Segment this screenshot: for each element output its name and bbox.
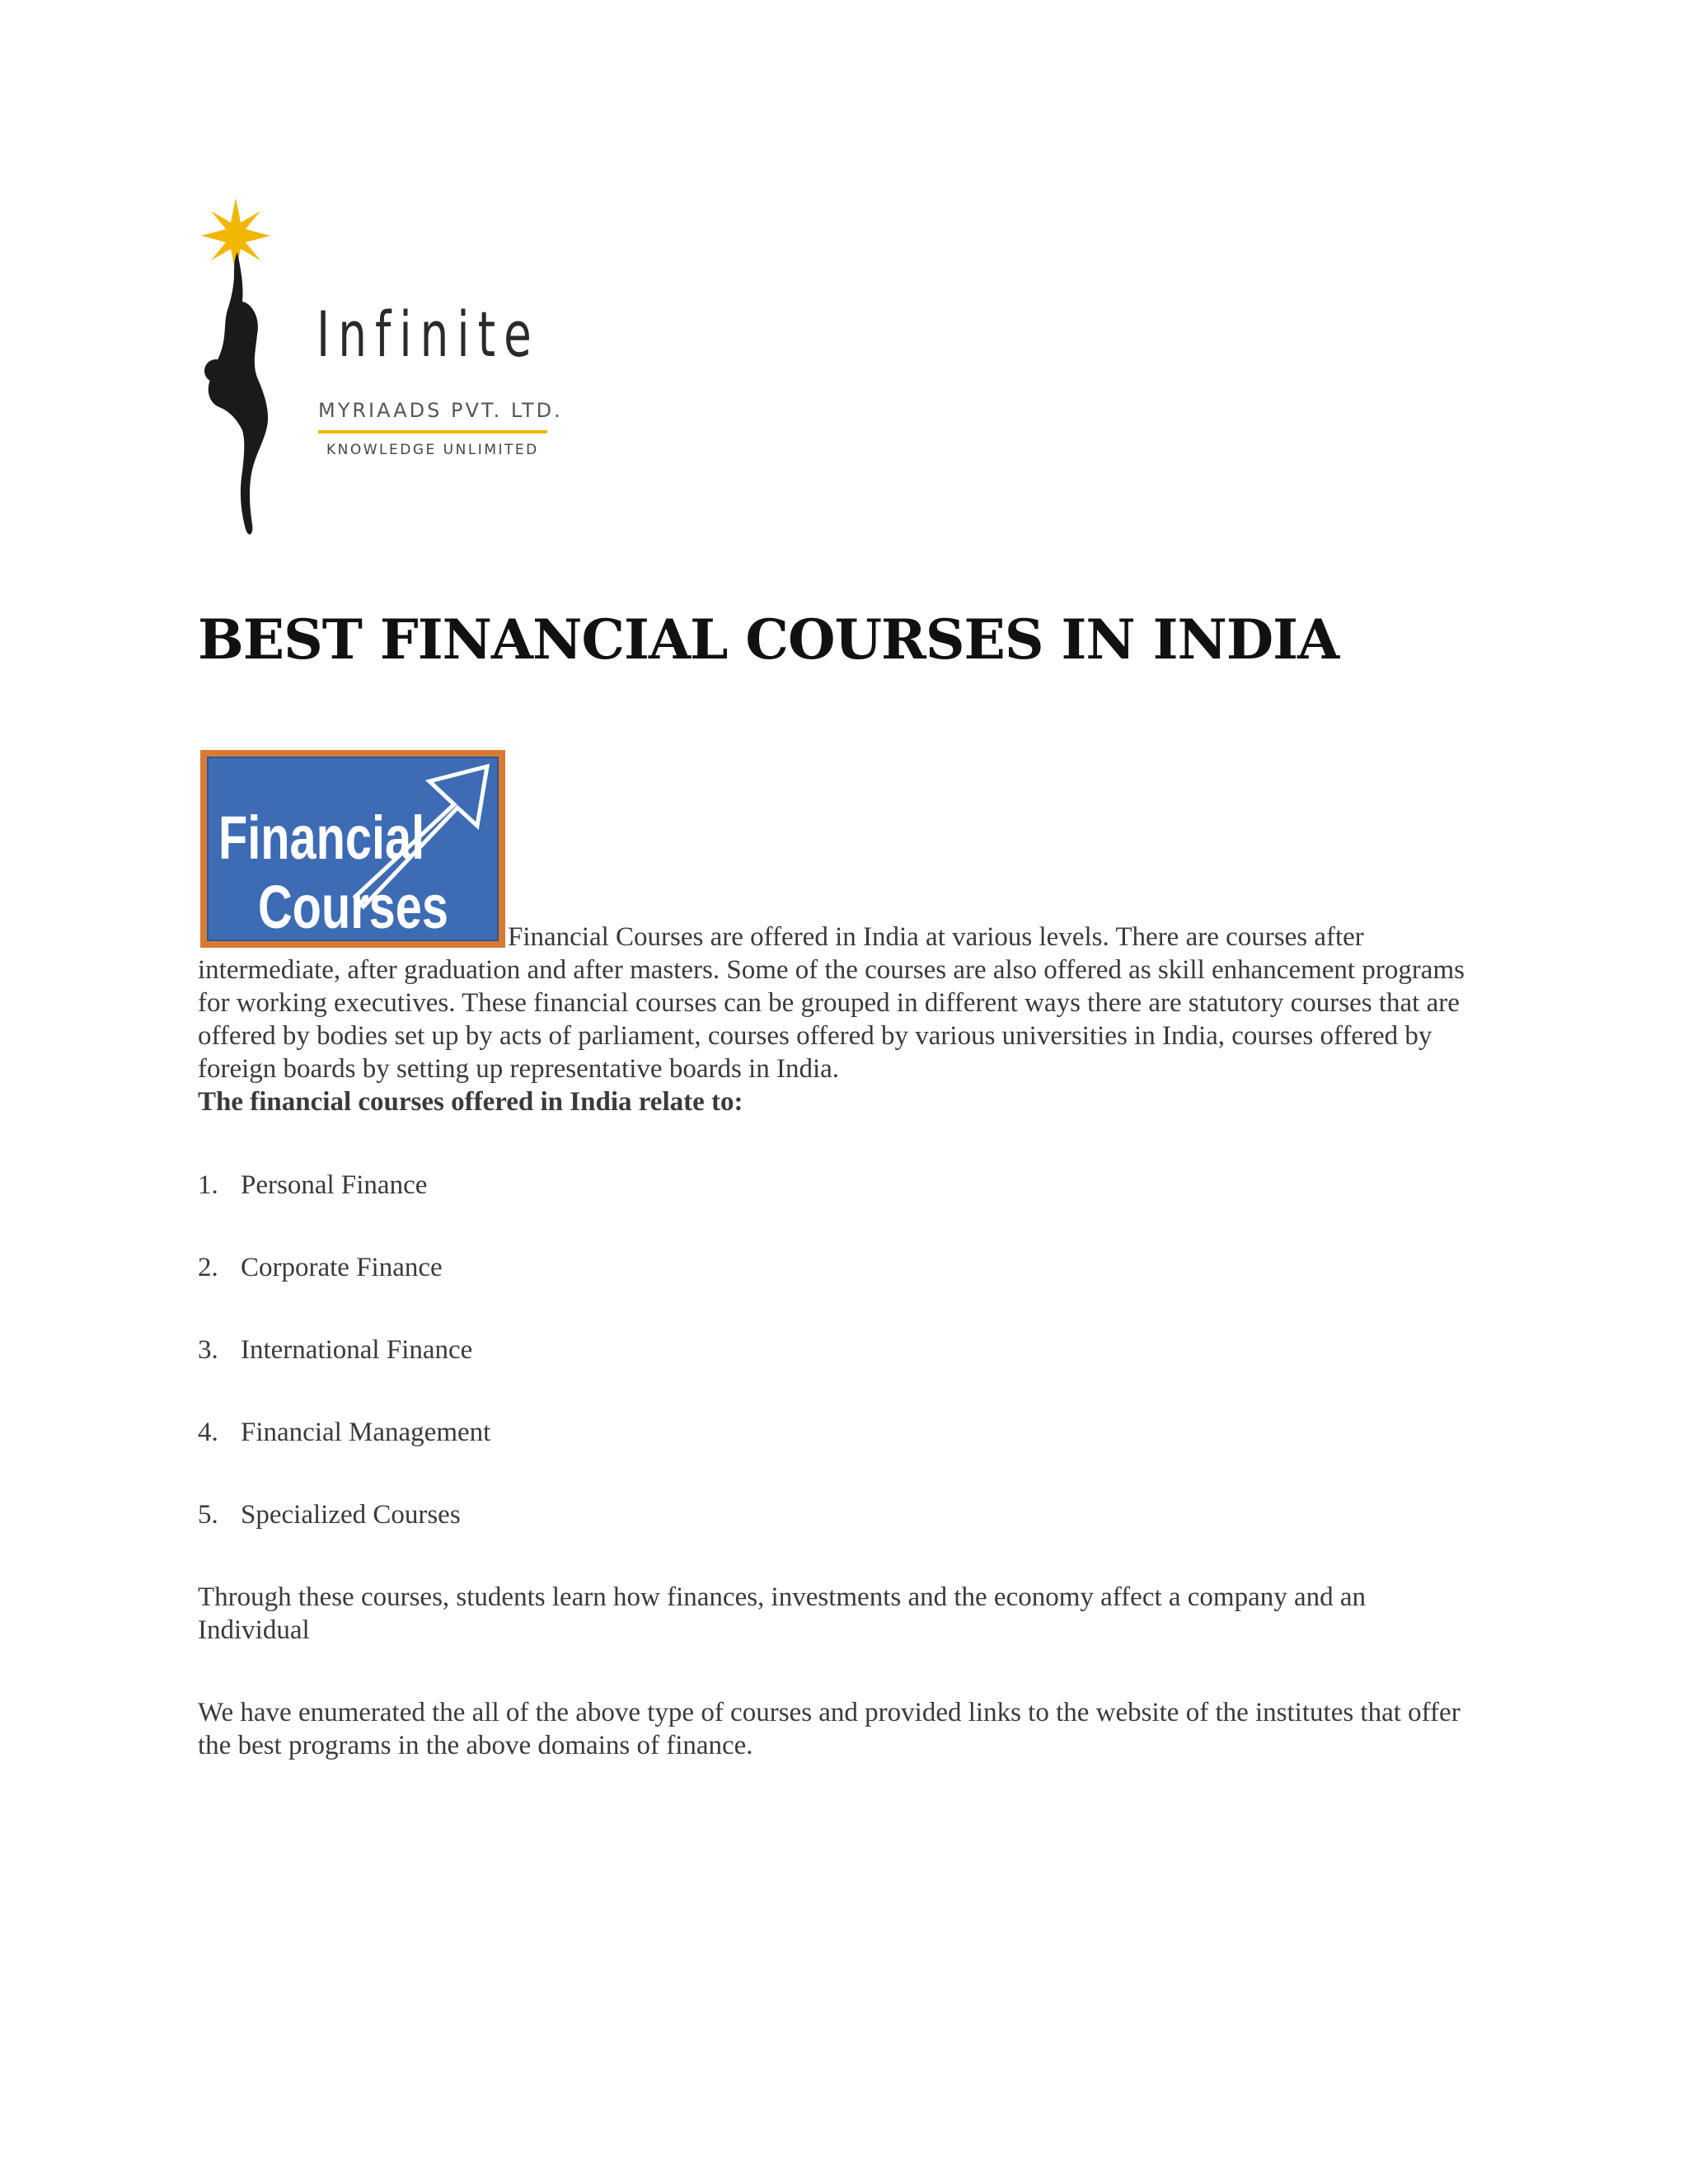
list-item-label: Personal Finance <box>241 1170 428 1200</box>
list-item-label: Specialized Courses <box>241 1500 461 1530</box>
financial-courses-banner-image <box>200 750 505 948</box>
list-item-label: Financial Management <box>241 1418 491 1447</box>
page-title: BEST FINANCIAL COURSES IN INDIA <box>198 607 1339 672</box>
banner-line-1: Financial <box>218 804 425 872</box>
logo-company-name: MYRIAADS PVT. LTD. <box>318 399 563 422</box>
list-item-number: 1. <box>198 1170 218 1200</box>
list-item-number: 4. <box>198 1418 218 1447</box>
list-item-number: 5. <box>198 1500 218 1530</box>
list-item <box>198 1251 490 1333</box>
banner-line-2: Courses <box>258 873 448 941</box>
list-item-number: 3. <box>198 1335 218 1365</box>
logo-wordmark: Infinite <box>316 298 540 371</box>
closing-paragraph: We have enumerated the all of the above type of courses and provided links to the website of the institutes that offer the best programs in the above domains of finance. <box>198 1698 1461 1760</box>
list-item <box>198 1169 490 1251</box>
company-logo <box>195 194 563 549</box>
list-item-number: 2. <box>198 1253 218 1282</box>
list-item-label: International Finance <box>241 1335 473 1365</box>
intro-paragraph: Financial Courses are offered in India at various levels. There are courses after intermediate, after graduation and after masters. Some of the courses are also offered as skill enhancement programs for working executives. These financial courses can be grouped in different ways there are statutory courses that are offered by bodies set up by acts of parliament, courses offered by various universities in India, courses offered by foreign boards by setting up representative boards in India. <box>198 922 1465 1084</box>
list-item <box>198 1333 490 1416</box>
courses-subheading: The financial courses offered in India relate to: <box>198 1087 743 1117</box>
list-item-label: Corporate Finance <box>241 1253 443 1282</box>
logo-tagline: KNOWLEDGE UNLIMITED <box>326 442 539 458</box>
logo-divider <box>318 430 547 434</box>
list-item <box>198 1416 490 1498</box>
courses-benefit-paragraph: Through these courses, students learn how finances, investments and the economy affect a company and an Individual <box>198 1582 1367 1645</box>
logo-figure-icon <box>195 194 326 549</box>
list-item <box>198 1498 490 1581</box>
courses-list <box>198 1169 490 1581</box>
